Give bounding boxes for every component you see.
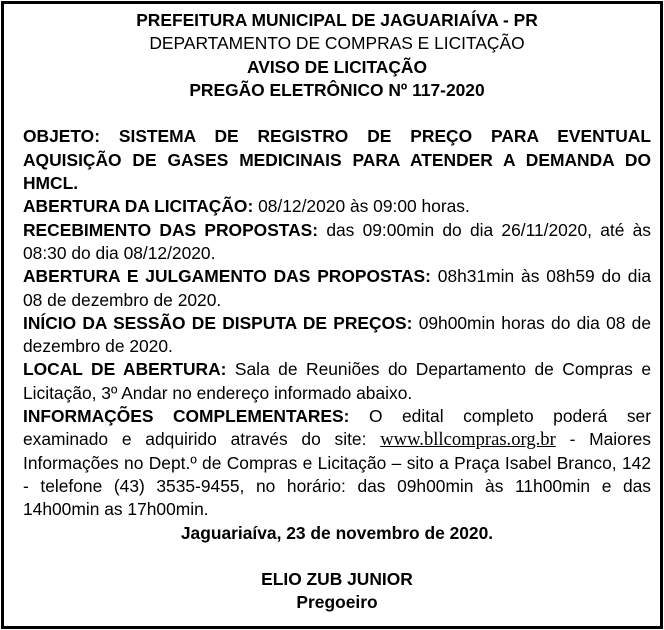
informacoes-label: INFORMAÇÕES COMPLEMENTARES: xyxy=(23,406,350,427)
objeto-text: SISTEMA DE REGISTRO DE PREÇO PARA EVENTUAL AQUISIÇÃO DE GASES MEDICINAIS PARA ATENDER A DEMANDA DO HMCL. xyxy=(23,126,651,194)
abertura-licitacao-label: ABERTURA DA LICITAÇÃO: xyxy=(23,196,254,217)
recebimento-propostas-label: RECEBIMENTO DAS PROPOSTAS: xyxy=(23,219,319,240)
notice-type-title: AVISO DE LICITAÇÃO xyxy=(246,56,428,77)
org-name: PREFEITURA MUNICIPAL DE JAGUARIAÍVA - PR xyxy=(136,10,538,30)
local-abertura-label: LOCAL DE ABERTURA: xyxy=(23,359,227,380)
notice-border-frame xyxy=(1,1,663,629)
objeto-label: OBJETO: xyxy=(23,126,100,147)
paragraph-local-abertura xyxy=(23,358,651,405)
abertura-julgamento-text: 08h31min às 08h59 do dia 08 de dezembro de 2020. xyxy=(23,266,651,310)
abertura-licitacao-text: 08/12/2020 às 09:00 horas. xyxy=(253,196,470,217)
paragraph-objeto xyxy=(23,125,651,195)
bllcompras-site-link[interactable]: www.bllcompras.org.br xyxy=(380,429,556,451)
paragraph-informacoes xyxy=(23,405,651,521)
spacer xyxy=(23,545,651,568)
local-abertura-text: Sala de Reuniões do Departamento de Compras e Licitação, 3º Andar no endereço informado abaixo. xyxy=(23,359,651,403)
signer-role: Pregoeiro xyxy=(296,592,378,613)
signer-name: ELIO ZUB JUNIOR xyxy=(261,569,413,590)
paragraph-inicio-disputa xyxy=(23,312,651,359)
paragraph-abertura-julgamento xyxy=(23,265,651,312)
place-date-line: Jaguariaíva, 23 de novembro de 2020. xyxy=(180,522,494,543)
inicio-disputa-label: INÍCIO DA SESSÃO DE DISPUTA DE PREÇOS: xyxy=(23,312,413,333)
department-name: DEPARTAMENTO DE COMPRAS E LICITAÇÃO xyxy=(149,33,525,54)
spacer xyxy=(23,102,651,125)
recebimento-propostas-text: das 09:00min do dia 26/11/2020, até às 08:30 do dia 08/12/2020. xyxy=(23,219,651,263)
informacoes-text-before-link: O edital completo poderá ser examinado e adquirido através do site: xyxy=(23,406,651,450)
process-number-title: PREGÃO ELETRÔNICO Nº 117-2020 xyxy=(189,79,485,100)
paragraph-recebimento-propostas xyxy=(23,219,651,266)
abertura-julgamento-label: ABERTURA E JULGAMENTO DAS PROPOSTAS: xyxy=(23,266,431,287)
informacoes-text-after-link: - Maiores Informações no Dept.º de Compras e Licitação – sito a Praça Isabel Branco, 142 - telefone (43) 3535-9455, no horário: das 09h00min às 11h00min e das 14h00min as 17h00min. xyxy=(23,429,651,520)
inicio-disputa-text: 09h00min horas do dia 08 de dezembro de 2020. xyxy=(23,312,651,357)
paragraph-abertura-licitacao xyxy=(23,195,651,218)
